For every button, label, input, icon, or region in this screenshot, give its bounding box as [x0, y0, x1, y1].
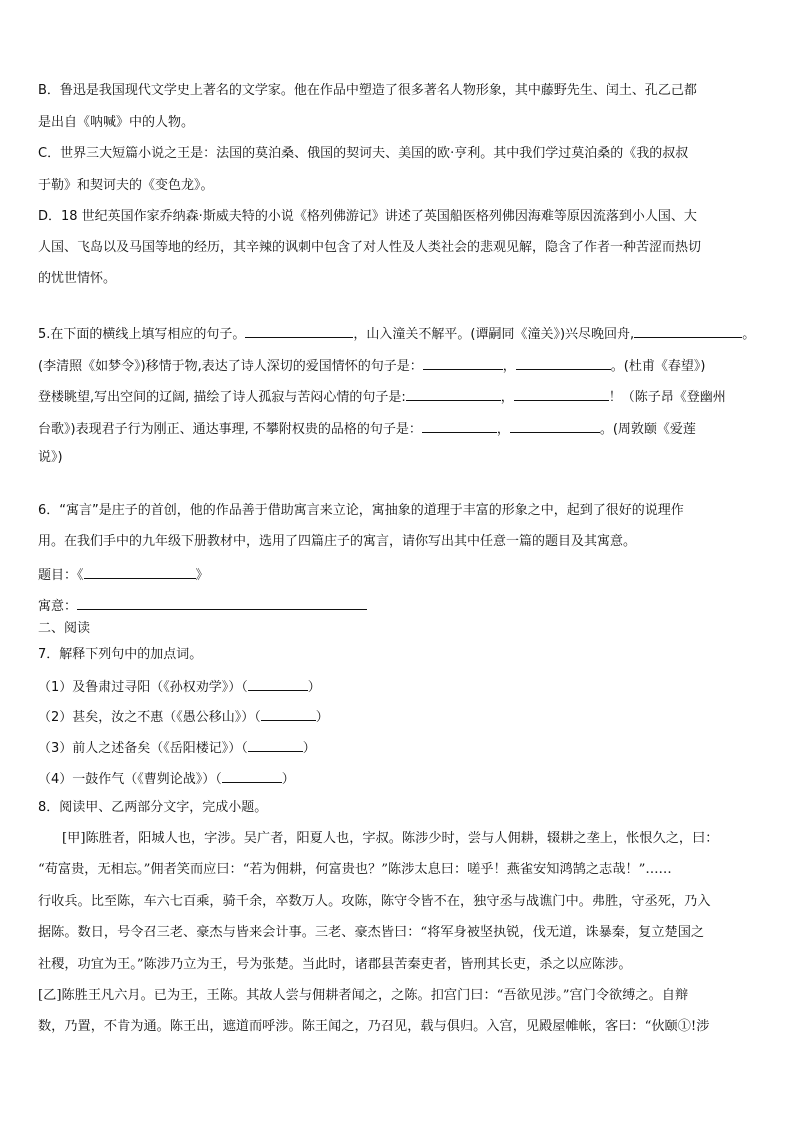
option-c-line-1: C．世界三大短篇小说之王是：法国的莫泊桑、俄国的契诃夫、美国的欧·亨利。其中我们学过莫泊桑的《我的叔叔: [38, 146, 689, 161]
option-d-line-1: D．18 世纪英国作家乔纳森·斯威夫特的小说《格列佛游记》讲述了英国船医格列佛因海难等原因流落到小人国、大: [38, 209, 697, 224]
question-5-text: ，: [500, 390, 514, 405]
answer-blank[interactable]: [423, 355, 503, 370]
answer-blank[interactable]: [222, 768, 282, 783]
question-5-text: 台歌》)表现君子行为刚正、通达事理, 不攀附权贵的品格的句子是：: [38, 422, 422, 437]
item-text: （1）及鲁肃过寻阳（《孙权劝学》）（: [38, 680, 248, 695]
question-5-text: 。(杜甫《春望》): [610, 359, 706, 374]
passage-jia-line-1: [甲]陈胜者，阳城人也，字涉。吴广者，阳夏人也，字叔。陈涉少时，尝与人佣耕，辍耕之垄上，怅恨久之，曰：: [62, 831, 719, 846]
question-6-title-row: [38, 564, 209, 585]
title-answer-blank[interactable]: [84, 564, 196, 579]
answer-blank[interactable]: [406, 386, 501, 401]
passage-jia-line-2: “苟富贵，无相忘。”佣者笑而应曰：“若为佣耕，何富贵也？”陈涉太息曰：嗟乎！燕雀安知鸿鹄之志哉！”……: [38, 862, 672, 877]
question-6-line-1: 6．“寓言”是庄子的首创，他的作品善于借助寓言来立论，寓抽象的道理于丰富的形象之中，起到了很好的说理作: [38, 503, 684, 518]
answer-blank[interactable]: [248, 676, 308, 691]
answer-blank[interactable]: [634, 323, 742, 338]
option-b-line-2: 是出自《呐喊》中的人物。: [38, 115, 195, 130]
option-d-line-2: 人国、飞岛以及马国等地的经历，其辛辣的讽刺中包含了对人性及人类社会的悲观见解，隐含了作者一种苦涩而热切: [38, 240, 702, 255]
question-6-line-2: 用。在我们手中的九年级下册教材中，选用了四篇庄子的寓言，请你写出其中任意一篇的题目及其寓意。: [38, 534, 637, 549]
passage-yi-line-2: 数，乃置，不肯为通。陈王出，遮道而呼涉。陈王闻之，乃召见，载与俱归。入宫，见殿屋帷帐，客曰：“伙颐①!涉: [38, 1019, 710, 1034]
question-5-line-1: [38, 323, 755, 344]
item-text: （4）一鼓作气（《曹刿论战》）（: [38, 772, 222, 787]
question-6-meaning-row: [38, 595, 367, 616]
question-7-item-4: [38, 768, 295, 789]
option-b-line-1: B．鲁迅是我国现代文学史上著名的文学家。他在作品中塑造了很多著名人物形象，其中藤野先生、闰土、孔乙己都: [38, 83, 697, 98]
question-5-line-5: 说》): [38, 450, 63, 465]
item-close: ）: [302, 741, 316, 756]
option-d-line-3: 的忧世情怀。: [38, 271, 117, 286]
question-5-text: 。(周敦颐《爱莲: [599, 422, 696, 437]
question-7-head: 7．解释下列句中的加点词。: [38, 647, 203, 662]
answer-blank[interactable]: [261, 706, 316, 721]
option-c-line-2: 于勒》和契诃夫的《变色龙》。: [38, 178, 214, 193]
section-heading-reading: 二、阅读: [38, 621, 91, 636]
meaning-label: 寓意：: [38, 599, 78, 614]
passage-jia-line-3: 行收兵。比至陈，车六七百乘，骑千余，卒数万人。攻陈，陈守令皆不在，独守丞与战谯门中。弗胜，守丞死，乃入: [38, 894, 711, 909]
item-text: （2）甚矣，汝之不惠（《愚公移山》）（: [38, 710, 261, 725]
question-5-line-4: [38, 418, 696, 439]
question-7-item-2: [38, 706, 329, 727]
question-5-line-3: [38, 386, 726, 407]
answer-blank[interactable]: [245, 323, 353, 338]
question-5-text: ，: [496, 422, 510, 437]
passage-yi-line-1: [乙]陈胜王凡六月。已为王，王陈。其故人尝与佣耕者闻之，之陈。扣宫门曰：“吾欲见涉。”宫门令欲缚之。自辩: [38, 988, 689, 1003]
passage-jia-line-5: 社稷，功宜为王。”陈涉乃立为王，号为张楚。当此时，诸郡县苦秦吏者，皆刑其长吏，杀之以应陈涉。: [38, 957, 632, 972]
question-7-item-1: [38, 676, 321, 697]
title-label: 题目：《: [38, 568, 84, 583]
answer-blank[interactable]: [248, 737, 303, 752]
answer-blank[interactable]: [510, 418, 600, 433]
answer-blank[interactable]: [422, 418, 497, 433]
question-5-text: ！（陈子昂《登幽州: [608, 390, 726, 405]
question-5-text: 登楼眺望,写出空间的辽阔, 描绘了诗人孤寂与苦闷心情的句子是:: [38, 390, 406, 405]
question-5-line-2: [38, 355, 705, 376]
passage-jia-line-4: 据陈。数日，号令召三老、豪杰与皆来会计事。三老、豪杰皆曰：“将军身被坚执锐，伐无道，诛暴秦，复立楚国之: [38, 925, 705, 940]
question-5-text: 。: [742, 327, 756, 342]
question-5-text: (李清照《如梦令》)移情于物,表达了诗人深切的爱国情怀的句子是：: [38, 359, 423, 374]
answer-blank[interactable]: [516, 355, 611, 370]
item-close: ）: [315, 710, 329, 725]
question-5-text: ，山入潼关不解平。(谭嗣同《潼关》)兴尽晚回舟,: [353, 327, 635, 342]
answer-blank[interactable]: [514, 386, 609, 401]
question-7-item-3: [38, 737, 316, 758]
item-text: （3）前人之述备矣（《岳阳楼记》）（: [38, 741, 248, 756]
question-5-text: ，: [502, 359, 516, 374]
item-close: ）: [281, 772, 295, 787]
question-8-head: 8．阅读甲、乙两部分文字，完成小题。: [38, 800, 268, 815]
item-close: ）: [307, 680, 321, 695]
title-close: 》: [195, 568, 209, 583]
question-5-prompt: 5.在下面的横线上填写相应的句子。: [38, 327, 246, 342]
meaning-answer-blank[interactable]: [77, 595, 367, 610]
